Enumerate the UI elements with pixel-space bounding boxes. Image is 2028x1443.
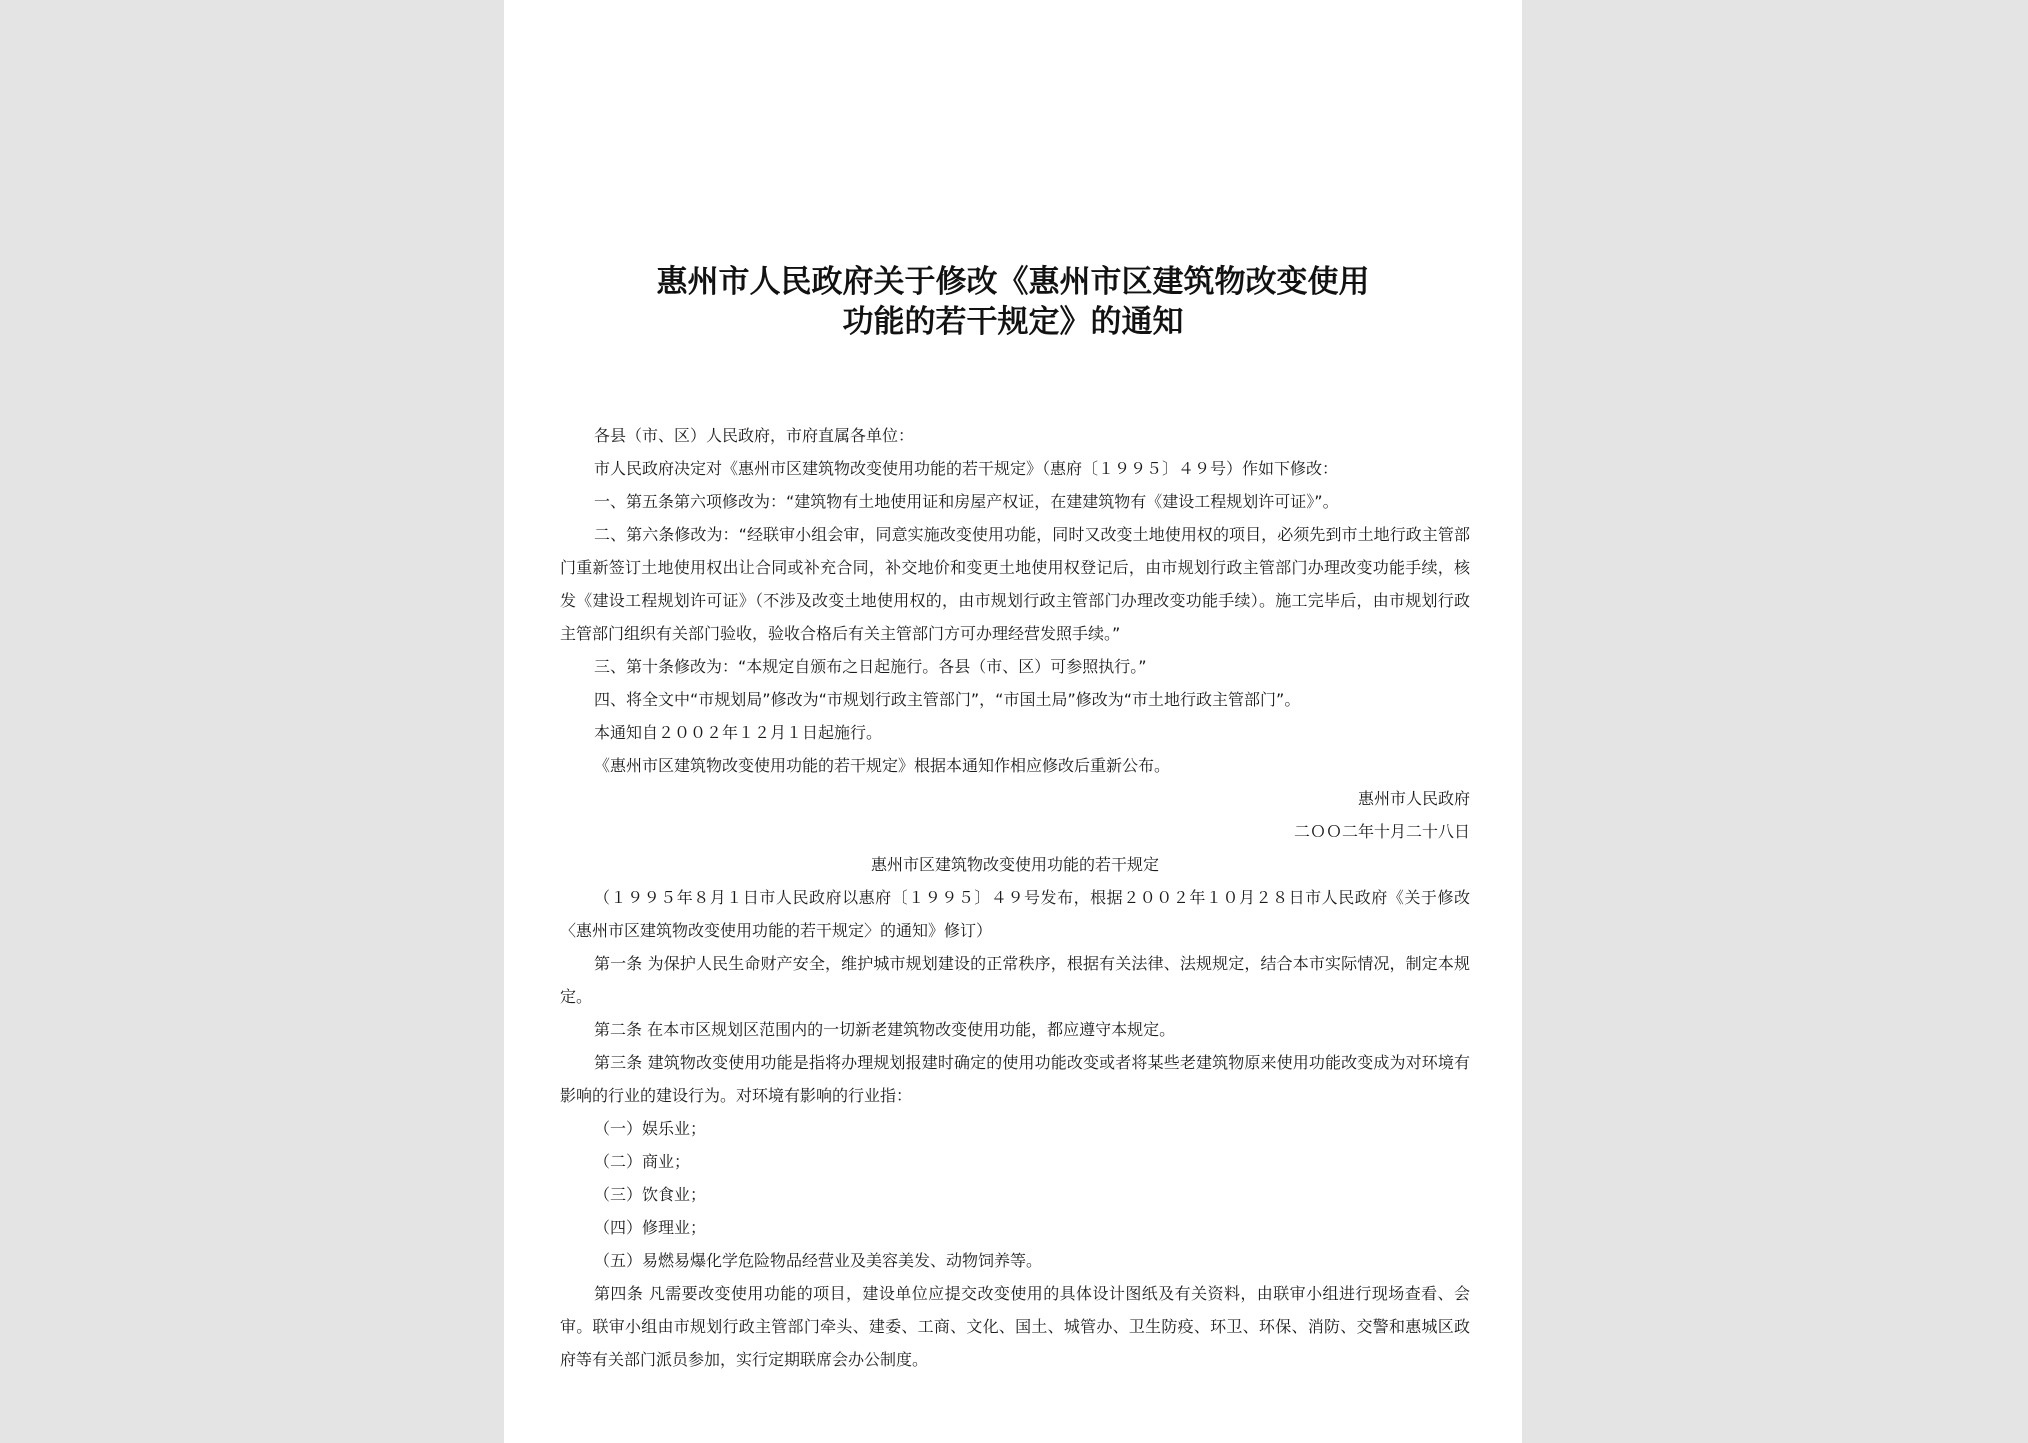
paragraph: 二、第六条修改为：“经联审小组会审，同意实施改变使用功能，同时又改变土地使用权的项目，必须先到市土地行政主管部门重新签订土地使用权出让合同或补充合同，补交地价和变更土地使用权登记后，由市规划行政主管部门办理改变功能手续，核发《建设工程规划许可证》（不涉及改变土地使用权的，由市规划行政主管部门办理改变功能手续）。施工完毕后，由市规划行政主管部门组织有关部门验收，验收合格后有关主管部门方可办理经营发照手续。”: [560, 525, 1470, 643]
article: 第三条 建筑物改变使用功能是指将办理规划报建时确定的使用功能改变或者将某些老建筑物原来使用功能改变成为对环境有影响的行业的建设行为。对环境有影响的行业指：: [560, 1053, 1470, 1105]
article: 第一条 为保护人民生命财产安全，维护城市规划建设的正常秩序，根据有关法律、法规规定，结合本市实际情况，制定本规定。: [560, 954, 1470, 1006]
addressee: 各县（市、区）人民政府，市府直属各单位：: [594, 426, 915, 445]
list-item: （五）易燃易爆化学危险物品经营业及美容美发、动物饲养等。: [594, 1251, 1043, 1270]
list-item: （三）饮食业；: [594, 1185, 707, 1204]
regulation-note: （１９９５年８月１日市人民政府以惠府〔１９９５〕４９号发布，根据２００２年１０月２８日市人民政府《关于修改〈惠州市区建筑物改变使用功能的若干规定〉的通知》修订）: [560, 888, 1470, 940]
paragraph: 四、将全文中“市规划局”修改为“市规划行政主管部门”，“市国土局”修改为“市土地行政主管部门”。: [594, 690, 1301, 709]
list-item: （二）商业；: [594, 1152, 691, 1171]
article: 第四条 凡需要改变使用功能的项目，建设单位应提交改变使用的具体设计图纸及有关资料，由联审小组进行现场查看、会审。联审小组由市规划行政主管部门牵头、建委、工商、文化、国土、城管办、卫生防疫、环卫、环保、消防、交警和惠城区政府等有关部门派员参加，实行定期联席会办公制度。: [560, 1284, 1470, 1369]
regulation-title: 惠州市区建筑物改变使用功能的若干规定: [870, 855, 1159, 874]
title-line-1: 惠州市人民政府关于修改《惠州市区建筑物改变使用: [656, 264, 1370, 300]
article: 第二条 在本市区规划区范围内的一切新老建筑物改变使用功能，都应遵守本规定。: [594, 1020, 1176, 1039]
paragraph: 三、第十条修改为：“本规定自颁布之日起施行。各县（市、区）可参照执行。”: [594, 657, 1147, 676]
document-page: [504, 0, 1522, 1443]
document-title: [504, 262, 1522, 342]
paragraph: 市人民政府决定对《惠州市区建筑物改变使用功能的若干规定》（惠府〔１９９５〕４９号）作如下修改：: [594, 459, 1339, 478]
paragraph: 《惠州市区建筑物改变使用功能的若干规定》根据本通知作相应修改后重新公布。: [594, 756, 1171, 775]
signature: 惠州市人民政府: [1357, 789, 1470, 808]
paragraph: 一、第五条第六项修改为：“建筑物有土地使用证和房屋产权证，在建建筑物有《建设工程规划许可证》”。: [594, 492, 1339, 511]
list-item: （四）修理业；: [594, 1218, 707, 1237]
date: 二ＯＯ二年十月二十八日: [1293, 822, 1470, 841]
paragraph: 本通知自２００２年１２月１日起施行。: [594, 723, 883, 742]
list-item: （一）娱乐业；: [594, 1119, 707, 1138]
document-body: [560, 419, 1470, 1376]
title-line-2: 功能的若干规定》的通知: [842, 304, 1184, 340]
